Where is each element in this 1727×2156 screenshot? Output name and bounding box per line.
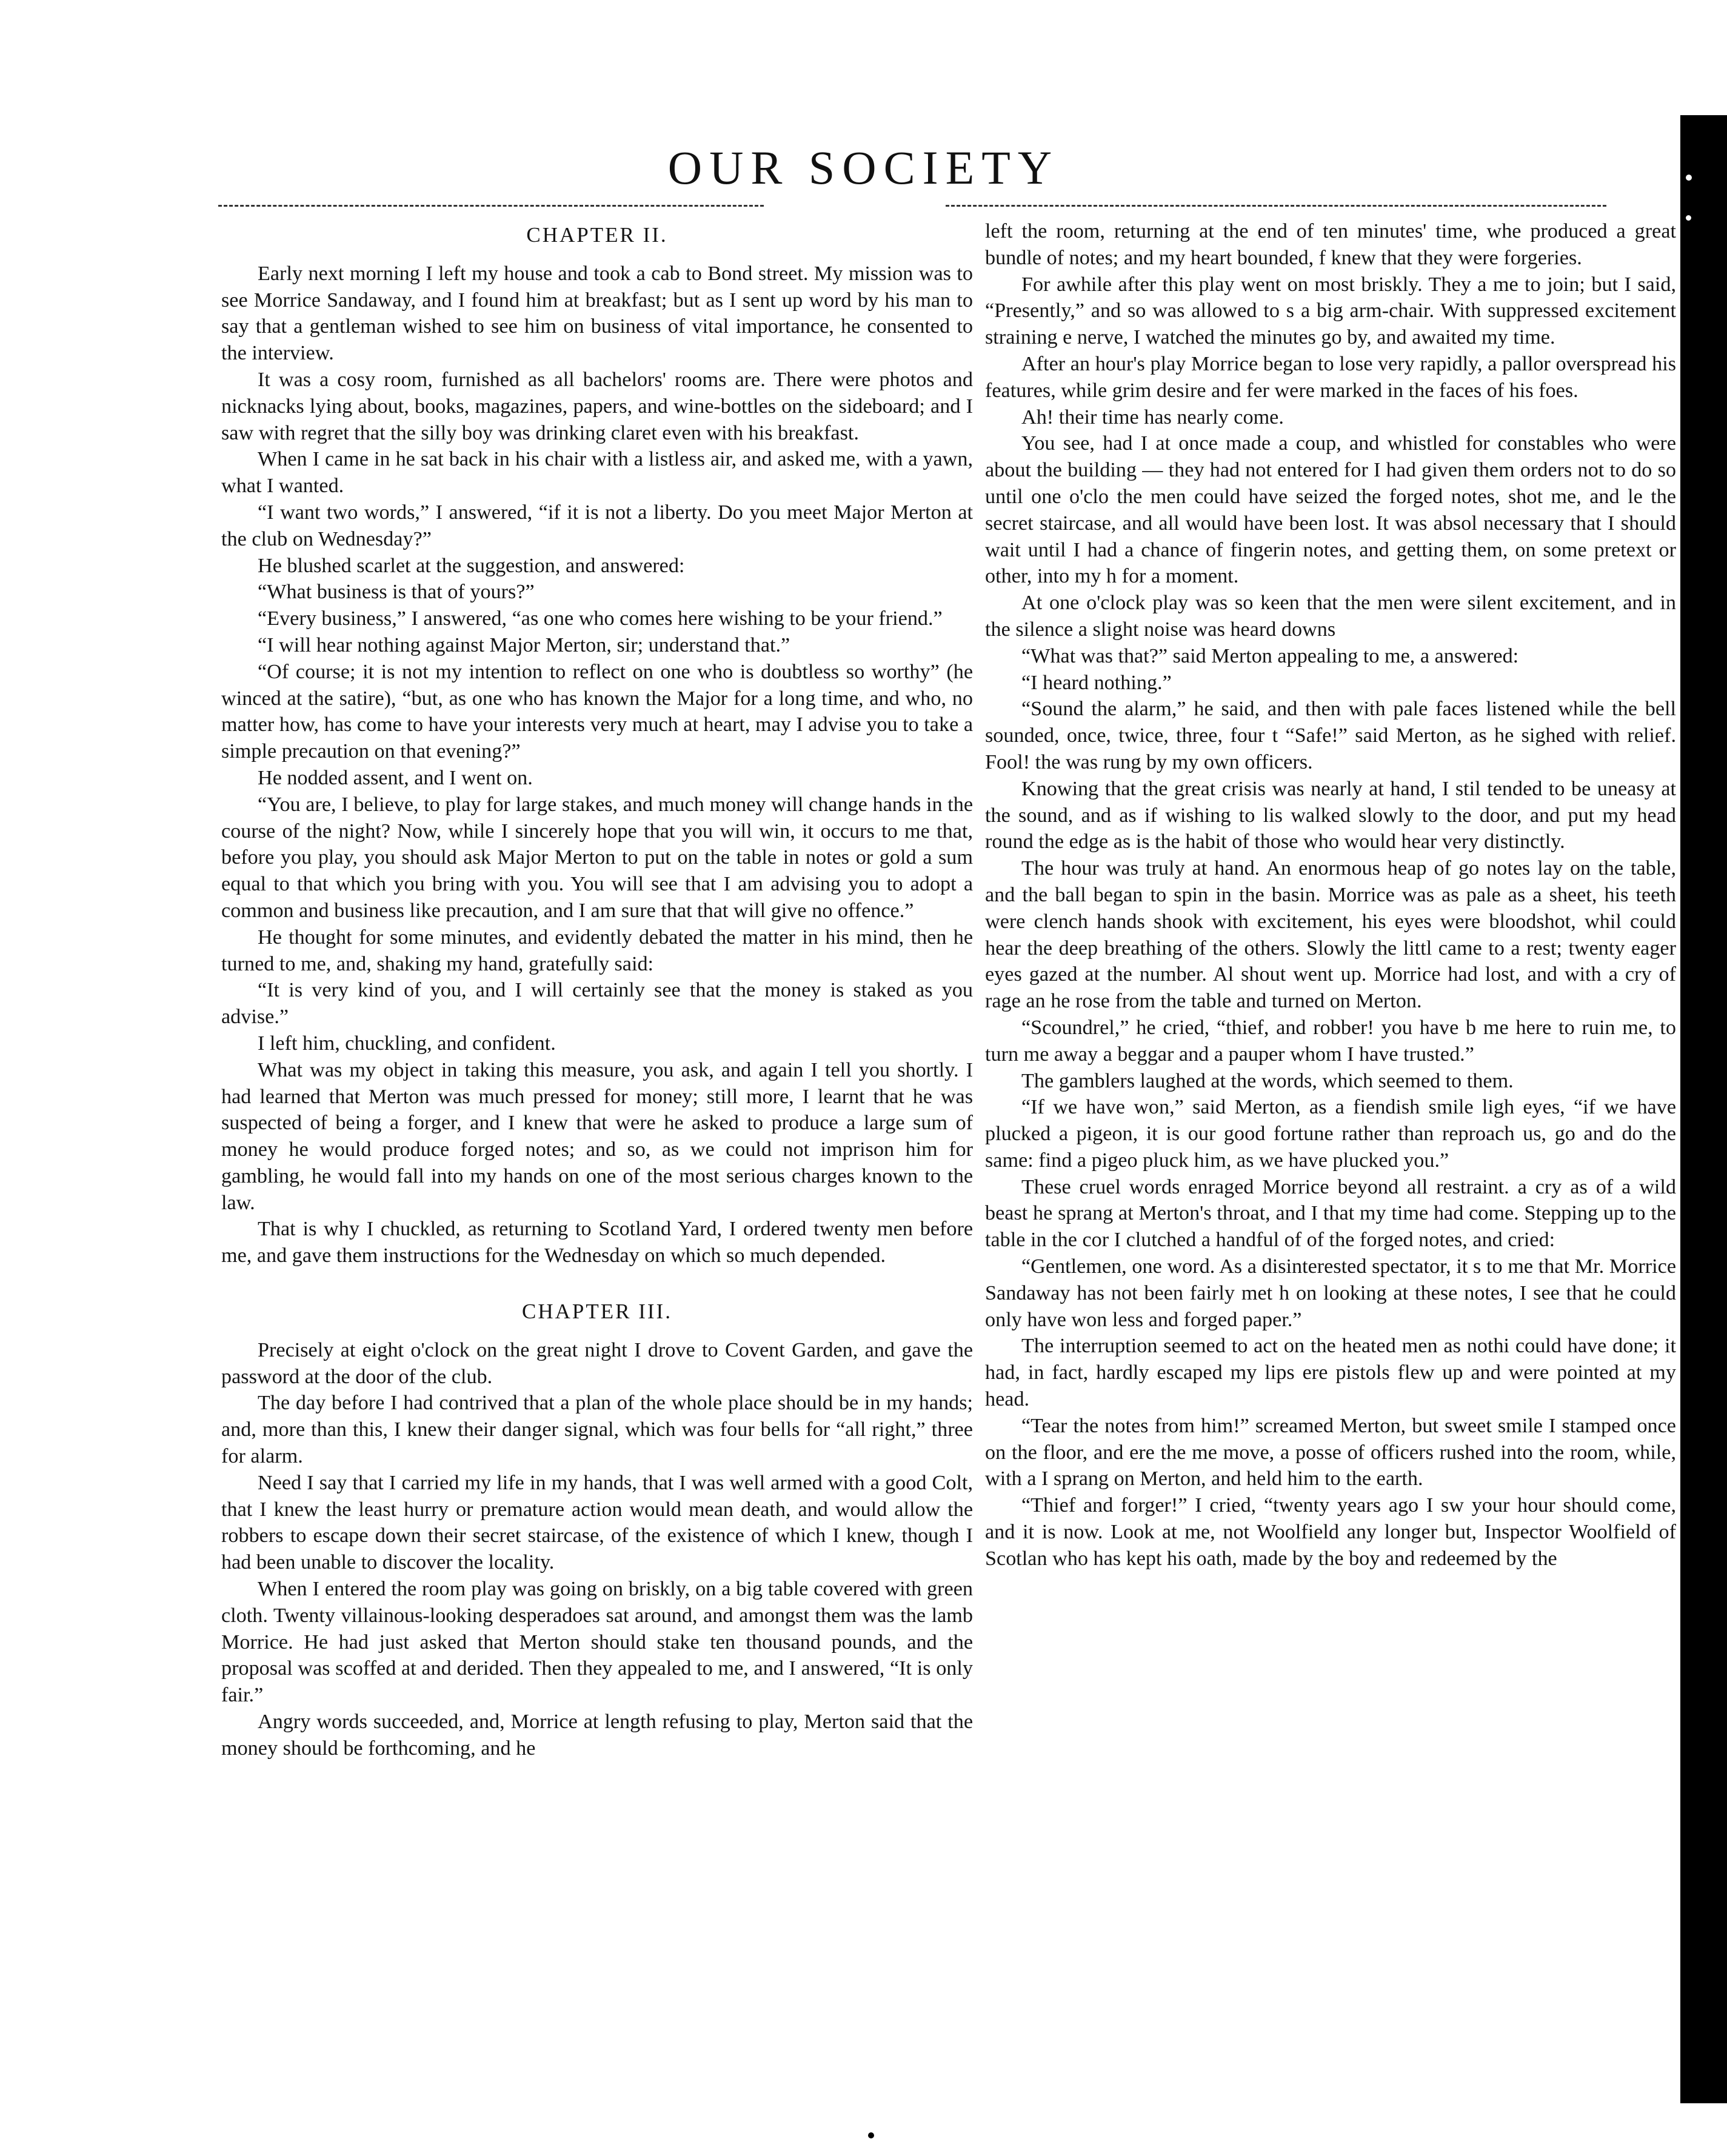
paragraph: That is why I chuckled, as returning to Scotland Yard, I ordered twenty men before me, and gave them instructions for the Wednesday on which so much depended. bbox=[221, 1218, 973, 1267]
paragraph: “If we have won,” said Merton, as a fiendish smile ligh eyes, “if we have plucked a pigeon, it is our good fortune rather than reproach us, go and do the same: find a pigeo pluck him, as we have plucked you.” bbox=[985, 1096, 1676, 1172]
paragraph: I left him, chuckling, and confident. bbox=[258, 1032, 556, 1055]
paragraph: “Tear the notes from him!” screamed Merton, but sweet smile I stamped once on the floor, and ere the me move, a posse of officers rushed into the room, while, with a I sprang on Merton, and held him to the earth. bbox=[985, 1414, 1676, 1490]
paragraph: These cruel words enraged Morrice beyond all restraint. a cry as of a wild beast he sprang at Merton's throat, and I that my time had come. Stepping up to the table in the cor I clutched a handful of of the forged notes, and cried: bbox=[985, 1175, 1676, 1252]
paragraph: Precisely at eight o'clock on the great night I drove to Covent Garden, and gave the password at the door of the club. bbox=[221, 1338, 973, 1388]
paragraph: “I want two words,” I answered, “if it is not a liberty. Do you meet Major Merton at the club on Wednesday?” bbox=[221, 501, 973, 550]
paragraph: “Scoundrel,” he cried, “thief, and robber! you have b me here to ruin me, to turn me away a beggar and a pauper whom I have trusted.” bbox=[985, 1016, 1676, 1066]
paragraph: He nodded assent, and I went on. bbox=[258, 766, 533, 789]
paragraph: Angry words succeeded, and, Morrice at length refusing to play, Merton said that the money should be forthcoming, and he bbox=[221, 1710, 973, 1760]
paragraph: It was a cosy room, furnished as all bachelors' rooms are. There were photos and nicknacks lying about, books, magazines, papers, and wine-bottles on the sideboard; and I saw with regret that the silly boy was drinking claret even with his breakfast. bbox=[221, 368, 973, 444]
paragraph: When I entered the room play was going on briskly, on a big table covered with green cloth. Twenty villainous-looking desperadoes sat around, and amongst them was the lamb Morrice. He had just asked that Merton should stake ten thousand pounds, and the proposal was scoffed at and derided. Then they appealed to me, and I answered, “It is only fair.” bbox=[221, 1578, 973, 1707]
paragraph: When I came in he sat back in his chair with a listless air, and asked me, with a yawn, what I wanted. bbox=[221, 448, 973, 498]
paragraph: “You are, I believe, to play for large stakes, and much money will change hands in the course of the night? Now, while I sincerely hope that you will win, it occurs to me that, before you play, you should ask Major Merton to put on the table in notes or gold a sum equal to that which you bring with you. You will see that I am advising you to adopt a common and business like precaution, and I am sure that that will give no offence.” bbox=[221, 793, 973, 922]
paragraph: “It is very kind of you, and I will certainly see that the money is staked as you advise.” bbox=[221, 979, 973, 1029]
paragraph: What was my object in taking this measure, you ask, and again I tell you shortly. I had learned that Merton was much pressed for money; still more, I learnt that he was suspected of being a forger, and I knew that were he asked to produce a large sum of money he would produce forged notes; and so, as we could not imprison him for gambling, he would fall into my hands on one of the most serious charges known to the law. bbox=[221, 1058, 973, 1214]
paragraph: You see, had I at once made a coup, and whistled for constables who were about the building — they had not entered for I had given them orders not to do so until one o'clo the men could have seized the forged notes, shot me, and le the secret staircase, and all would have been lost. It was absol necessary that I should wait until I had a chance of fingerin notes, and getting them, on some pretext or other, into my h for a moment. bbox=[985, 432, 1676, 588]
paragraph: At one o'clock play was so keen that the men were silent excitement, and in the silence a slight noise was heard downs bbox=[985, 592, 1676, 641]
paragraph: Early next morning I left my house and took a cab to Bond street. My mission was to see Morrice Sandaway, and I found him at breakfast; but as I sent up word by his man to say that a gentleman wished to see him on business of vital importance, he consented to the interview. bbox=[221, 262, 973, 365]
chapter-three-heading: CHAPTER III. bbox=[522, 1300, 672, 1324]
paragraph: “What business is that of yours?” bbox=[258, 581, 535, 604]
paragraph: The interruption seemed to act on the heated men as nothi could have done; it had, in fact, hardly escaped my lips ere pistols flew up and were pointed at my head. bbox=[985, 1335, 1676, 1411]
paragraph: Knowing that the great crisis was nearly at hand, I stil tended to be uneasy at the sound, and as if wishing to lis walked slowly to the door, and put my head round the edge as is the habit of those who would hear very distinctly. bbox=[985, 777, 1676, 853]
paragraph: He blushed scarlet at the suggestion, and answered: bbox=[258, 554, 685, 577]
paragraph: “Sound the alarm,” he said, and then with pale faces listened while the bell sounded, once, twice, three, four t “Safe!” said Merton, as he sighed with relief. Fool! the was rung by my own officers. bbox=[985, 698, 1676, 773]
paragraph: The hour was truly at hand. An enormous heap of go notes lay on the table, and the ball began to spin in the basin. Morrice was as pale as a sheet, his teeth were clench hands shook with excitement, his eyes were bloodshot, whil could hear the deep breathing of the others. Slowly the littl came to a rest; twenty eager eyes gazed at the number. Al shout went up. Morrice had lost, and with a cry of rage an he rose from the table and turned on Merton. bbox=[985, 857, 1676, 1013]
paragraph: For awhile after this play went on most briskly. They a me to join; but I said, “Presently,” and so was allowed to s a big arm-chair. With suppressed excitement straining e nerve, I watched the minutes go by, and awaited my time. bbox=[985, 273, 1676, 349]
paragraph: The day before I had contrived that a plan of the whole place should be in my hands; and, more than this, I knew their danger signal, which was four bells for “all right,” three for alarm. bbox=[221, 1392, 973, 1468]
scan-speck bbox=[868, 2132, 874, 2138]
paragraph: “Of course; it is not my intention to reflect on one who is doubtless so worthy” (he winced at the satire), “but, as one who has known the Major for a long time, and who, no matter how, has come to have your interests very much at heart, may I advise you to take a simple precaution on that evening?” bbox=[221, 660, 973, 763]
paragraph: “Gentlemen, one word. As a disinterested spectator, it s to me that Mr. Morrice Sandaway has not been fairly met h on looking at these notes, I see that he could only have won less and forged paper.” bbox=[985, 1255, 1676, 1331]
paragraph: After an hour's play Morrice began to lose very rapidly, a pallor overspread his features, while grim desire and fer were marked in the faces of his foes. bbox=[985, 352, 1676, 402]
paragraph: The gamblers laughed at the words, which seemed to them. bbox=[1021, 1069, 1514, 1092]
paragraph: “I heard nothing.” bbox=[1021, 671, 1172, 694]
paragraph-continued: left the room, returning at the end of ten minutes' time, whe produced a great bundle of notes; and my heart bounded, f knew that they were forgeries. bbox=[985, 220, 1676, 269]
paragraph: “I will hear nothing against Major Merton, sir; understand that.” bbox=[258, 633, 790, 656]
masthead-rule-right bbox=[946, 205, 1606, 207]
right-column bbox=[985, 218, 1676, 2140]
paragraph: “Every business,” I answered, “as one who comes here wishing to be your friend.” bbox=[258, 607, 943, 630]
left-column bbox=[221, 218, 973, 2140]
masthead-rule-left bbox=[218, 205, 764, 207]
scan-edge-shadow bbox=[1680, 115, 1727, 2103]
chapter-two-heading: CHAPTER II. bbox=[526, 223, 668, 247]
masthead-title: OUR SOCIETY bbox=[667, 141, 1060, 194]
paragraph: Need I say that I carried my life in my hands, that I was well armed with a good Colt, that I knew the least hurry or premature action would mean death, and would allow the robbers to escape down their secret staircase, of the existence of which I knew, though I had been unable to discover the locality. bbox=[221, 1471, 973, 1574]
scan-speck bbox=[1686, 215, 1691, 221]
paragraph: “Thief and forger!” I cried, “twenty years ago I sw your hour should come, and it is now. Look at me, not Woolfield any longer but, Inspector Woolfield of Scotlan who has kept his oath, made by the boy and redeemed by the bbox=[985, 1494, 1676, 1570]
paragraph: “What was that?” said Merton appealing to me, a answered: bbox=[1021, 644, 1519, 667]
paragraph: Ah! their time has nearly come. bbox=[1021, 406, 1284, 429]
scan-speck bbox=[1686, 175, 1692, 181]
paragraph: He thought for some minutes, and evidently debated the matter in his mind, then he turned to me, and, shaking my hand, gratefully said: bbox=[221, 926, 973, 975]
